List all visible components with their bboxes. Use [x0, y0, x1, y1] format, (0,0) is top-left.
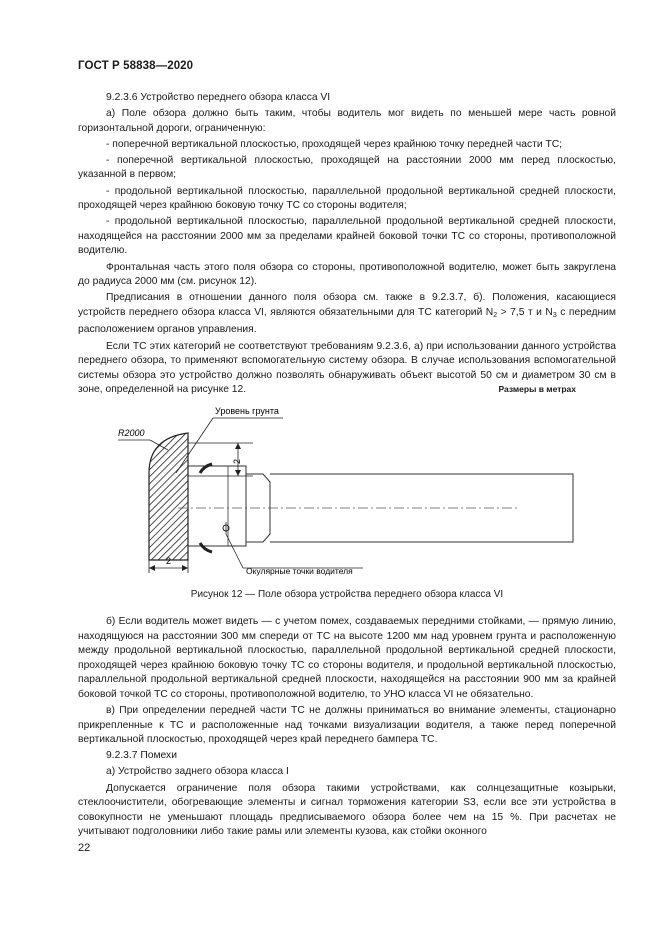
- ground-level-label: Уровень грунта: [215, 406, 279, 416]
- paragraph-allowed: Допускается ограничение поля обзора такими устройствами, как солнцезащитные козырьки, стеклоочистители, обогревающие элементы и сигнал торможения категории S3, если все эти устройства в совокупности не уменьшают площадь предписываемого обзора более чем на 15 %. При расчетах не учитывают подголовники либо такие рамы или элементы кузова, как стойки оконного: [78, 782, 616, 838]
- section-9-2-3-6: [78, 91, 616, 399]
- section-continued: [78, 615, 616, 841]
- paragraph-a: а) Поле обзора должно быть таким, чтобы водитель мог видеть по меньшей мере часть ровной горизонтальной дороги, ограниченную:: [78, 108, 616, 134]
- paragraph-b: б) Если водитель может видеть — с учетом помех, создаваемых передними стойками, — прямую линию, находящуюся на расстоянии 300 мм спереди от ТС на высоте 1200 мм над уровнем грунта и расположенную между продольной вертикальной плоскостью, параллельной продольной вертикальной средней плоскости, проходящей через крайнюю боковую точку ТС со стороны водителя, и продольной вертикальной плоскостью, параллельной продольной вертикальной средней плоскости, находящейся на расстоянии 900 мм за крайней боковой точкой ТС со стороны, противоположной водителю, то УНО класса VI не обязательно.: [78, 616, 616, 700]
- document-header: ГОСТ Р 58838—2020: [78, 60, 194, 72]
- dash-item-3: - продольной вертикальной плоскостью, параллельной продольной вертикальной средней плоскости, проходящей через крайнюю боковую точку ТС со стороны водителя;: [78, 185, 616, 212]
- dim-vertical-label: 2: [232, 458, 242, 464]
- section-title: 9.2.3.6 Устройство переднего обзора класса VI: [106, 92, 331, 103]
- mirror-bottom: [200, 543, 212, 552]
- figure-caption: Рисунок 12 — Поле обзора устройства переднего обзора класса VI: [190, 589, 504, 600]
- paragraph-v: в) При определении передней части ТС не должны приниматься во внимание элементы, стационарно прикрепленные к ТС и расположенные над точками визуализации водителя, а также перед поперечной вертикальной плоскостью, проходящей через край переднего бампера ТС.: [78, 705, 616, 746]
- field-of-view-area: [149, 433, 188, 560]
- rear-view-title: а) Устройство заднего обзора класса I: [106, 766, 289, 778]
- paragraph-prescriptions: Предписания в отношении данного поля обзора см. также в 9.2.3.7, б). Положения, касающиеся устройств переднего обзора класса VI, являются обязательными для ТС категорий $N_2 > 7,5$ т и $N_3$ с передним расположением органов управления.: [78, 292, 616, 336]
- section-9-2-3-7-title: 9.2.3.7 Помехи: [106, 750, 177, 762]
- units-note: Размеры в метрах: [498, 384, 576, 394]
- figure-12: [78, 378, 616, 598]
- dash-item-1: - поперечной вертикальной плоскостью, проходящей через крайнюю точку передней части ТС;: [106, 138, 563, 150]
- radius-label: R2000: [118, 428, 145, 438]
- field-of-view-diagram: [78, 378, 616, 583]
- page-number: 22: [78, 842, 91, 854]
- paragraph-front: Фронтальная часть этого поля обзора со стороны, противоположной водителю, может быть закруглена до радиуса 2000 мм (см. рисунок 12).: [78, 261, 616, 288]
- mirror-top: [200, 464, 212, 473]
- eye-points-label: Окулярные точки водителя: [246, 566, 353, 576]
- dash-item-2: - поперечной вертикальной плоскостью, проходящей на расстоянии 2000 мм перед плоскостью, указанной в первом;: [78, 154, 616, 181]
- dash-item-4: - продольной вертикальной плоскостью, параллельной продольной вертикальной средней плоскости, находящейся на расстоянии 2000 мм за пределами крайней боковой точки ТС со стороны, противоположной водителю.: [78, 216, 616, 257]
- paragraph-if: Если ТС этих категорий не соответствуют требованиям 9.2.3.6, а) при использовании данного устройства переднего обзора, то применяют вспомогательную систему обзора. В случае использования вспомогательной системы обзора это устройство должно позволять обнаруживать объект высотой 50 см и диаметром 30 см в зоне, определенной на рисунке 12.: [78, 340, 616, 396]
- dim-horizontal-label: 2: [166, 556, 172, 566]
